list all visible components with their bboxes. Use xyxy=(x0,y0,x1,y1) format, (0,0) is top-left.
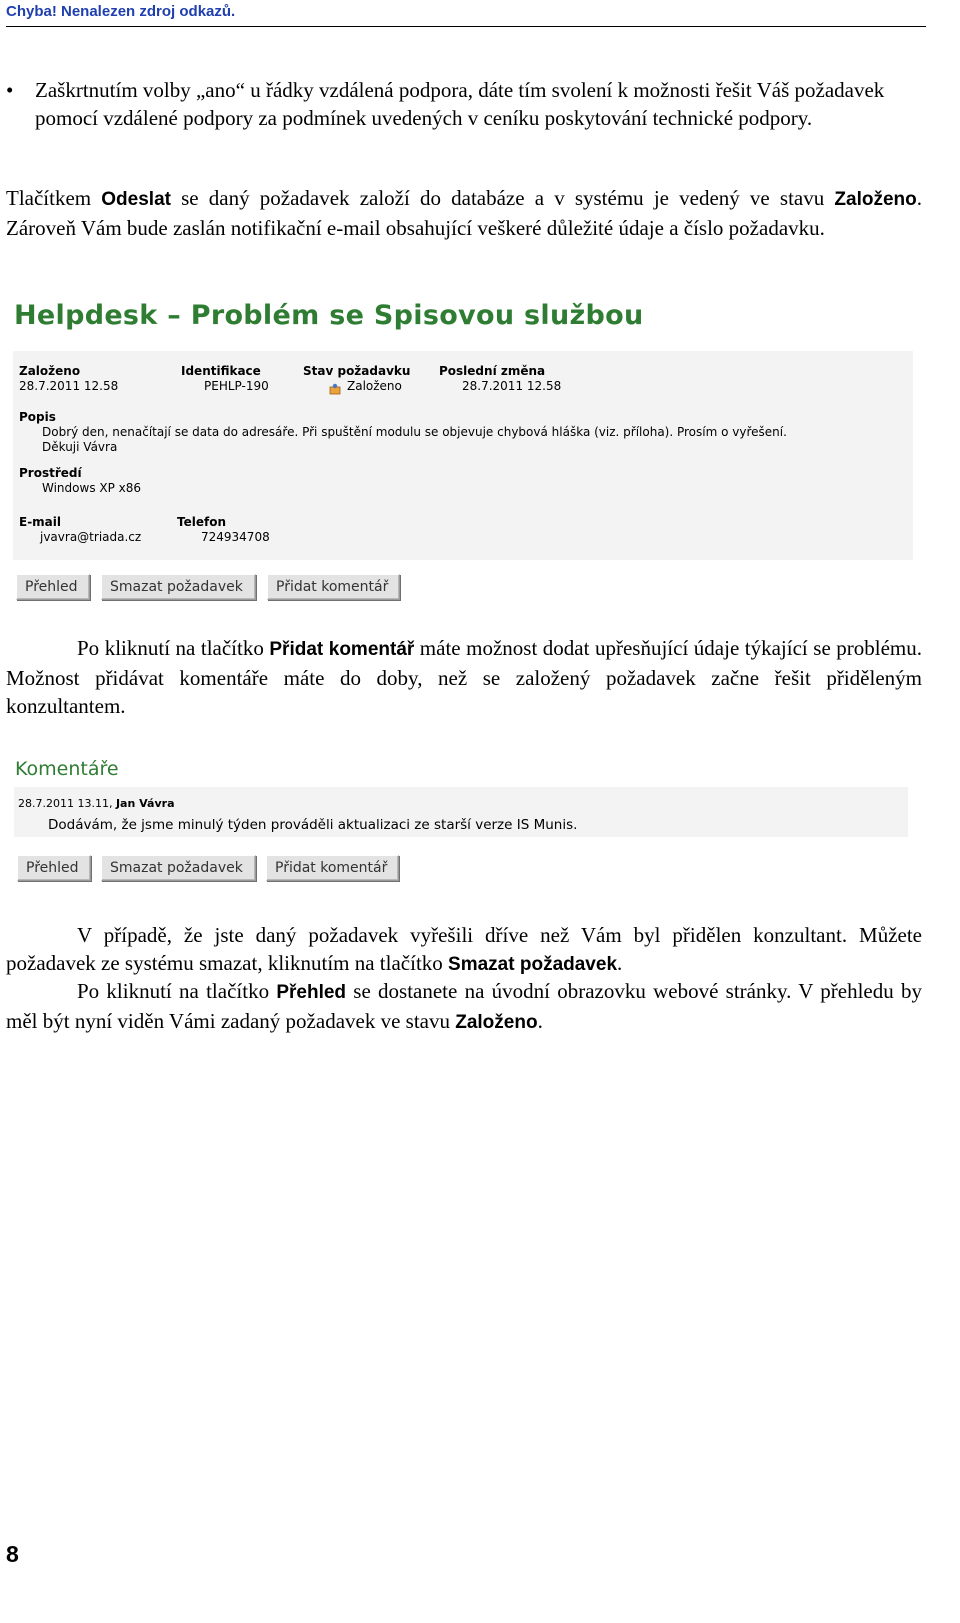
bullet-symbol: • xyxy=(6,78,14,102)
button-name-smazat: Smazat požadavek xyxy=(448,954,618,975)
identifikace-label: Identifikace xyxy=(181,364,261,378)
zalozeno-value: 28.7.2011 12.58 xyxy=(19,379,119,393)
bullet-item xyxy=(6,76,926,132)
prostredi-value: Windows XP x86 xyxy=(42,481,142,495)
pridat-komentar-button-2[interactable]: Přidat komentář xyxy=(266,855,399,881)
telefon-value: 724934708 xyxy=(201,530,270,544)
telefon-label: Telefon xyxy=(177,515,226,529)
page-header xyxy=(6,2,926,27)
state-name-zalozeno: Založeno xyxy=(834,189,917,210)
comment-author: Jan Vávra xyxy=(115,797,175,810)
smazat-pozadavek-button[interactable]: Smazat požadavek xyxy=(101,574,256,600)
text-run: Po kliknutí na tlačítko xyxy=(77,636,270,660)
paragraph-smazat xyxy=(6,921,922,979)
button-name-pridat-komentar: Přidat komentář xyxy=(269,639,415,660)
paragraph-pridat-komentar xyxy=(6,634,922,720)
page-number: 8 xyxy=(6,1541,19,1567)
prostredi-label: Prostředí xyxy=(19,466,82,480)
zalozeno-label: Založeno xyxy=(19,364,81,378)
paragraph-odeslat xyxy=(6,184,922,242)
comment-panel xyxy=(14,787,908,837)
comment-header xyxy=(18,797,175,810)
text-run: máte možnost dodat upřesňující údaje týkající se problému. Možnost přidávat komentáře máte do doby, než se založený požadavek začne řešit přiděleným konzultantem. xyxy=(6,636,923,718)
button-name-prehled: Přehled xyxy=(276,982,347,1003)
text-run: V případě, že jste daný požadavek vyřešili dříve než Vám byl přidělen konzultant. Můžete požadavek ze systému smazat, kliknutím na tlačítko xyxy=(6,923,922,975)
state-name-zalozeno-2: Založeno xyxy=(455,1012,538,1033)
comment-text: Dodávám, že jsme minulý týden prováděli aktualizaci ze starší verze IS Munis. xyxy=(48,817,578,833)
email-label: E-mail xyxy=(19,515,62,529)
identifikace-value: PEHLP-190 xyxy=(204,379,269,393)
popis-label: Popis xyxy=(19,410,56,424)
posledni-zmena-value: 28.7.2011 12.58 xyxy=(462,379,562,393)
button-name-odeslat: Odeslat xyxy=(101,189,171,210)
komentare-title: Komentáře xyxy=(15,758,119,780)
header-error-text: Chyba! Nenalezen zdroj odkazů. xyxy=(6,3,236,20)
text-run: . Zároveň Vám bude zaslán notifikační e-mail obsahující veškeré důležité údaje a číslo požadavku. xyxy=(6,186,922,240)
comment-date: 28.7.2011 13.11, xyxy=(18,797,116,810)
pridat-komentar-button[interactable]: Přidat komentář xyxy=(267,574,400,600)
text-run: Tlačítkem xyxy=(6,186,102,210)
request-info-panel xyxy=(13,351,913,560)
stav-label: Stav požadavku xyxy=(303,364,411,378)
text-run: . xyxy=(617,951,623,975)
prehled-button[interactable]: Přehled xyxy=(16,574,90,600)
bullet-text: Zaškrtnutím volby „ano“ u řádky vzdálená podpora, dáte tím svolení k možnosti řešit Váš požadavek pomocí vzdálené podpory za podmínek uvedených v ceníku poskytování technické podpory. xyxy=(35,78,885,130)
popis-line-1: Dobrý den, nenačítají se data do adresáře. Při spuštění modulu se objevuje chybová hláška (viz. příloha). Prosím o vyřešení. xyxy=(42,425,787,439)
stav-value: Založeno xyxy=(347,379,402,393)
smazat-pozadavek-button-2[interactable]: Smazat požadavek xyxy=(101,855,256,881)
popis-line-2: Děkuji Vávra xyxy=(42,440,118,454)
text-run: se dostanete na úvodní obrazovku webové stránky. V přehledu by měl být nyní viděn Vámi zadaný požadavek ve stavu xyxy=(6,979,922,1033)
text-run: se daný požadavek založí do databáze a v systému je vedený ve stavu xyxy=(170,186,835,210)
text-run: Po kliknutí na tlačítko xyxy=(77,979,277,1003)
text-run: . xyxy=(537,1009,543,1033)
prehled-button-2[interactable]: Přehled xyxy=(17,855,91,881)
status-new-icon xyxy=(329,383,341,395)
email-value: jvavra@triada.cz xyxy=(40,530,142,544)
helpdesk-title: Helpdesk – Problém se Spisovou službou xyxy=(14,300,644,331)
posledni-zmena-label: Poslední změna xyxy=(439,364,546,378)
paragraph-prehled xyxy=(6,977,922,1037)
